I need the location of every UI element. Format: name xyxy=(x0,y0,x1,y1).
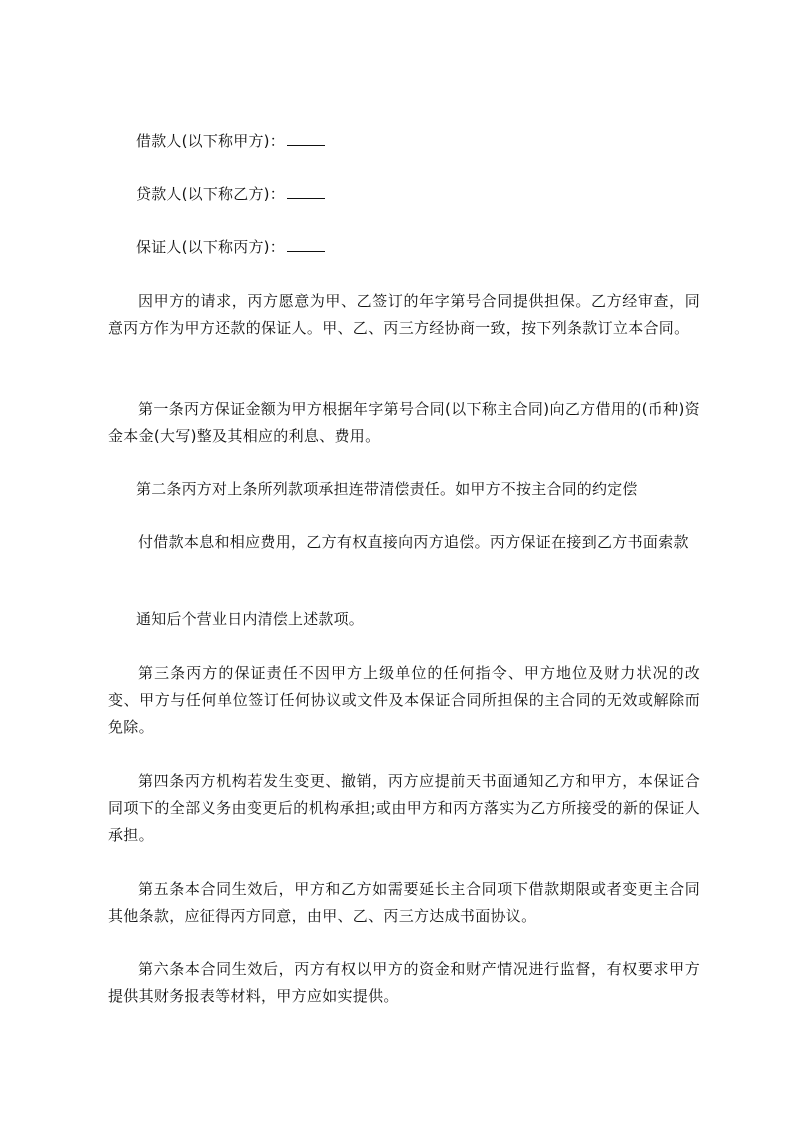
intro-paragraph: 因甲方的请求，丙方愿意为甲、乙签订的年字第号合同提供担保。乙方经审查，同意丙方作为甲方还款的保证人。甲、乙、丙三方经协商一致，按下列条款订立本合同。 xyxy=(108,292,700,337)
article-3: 第三条丙方的保证责任不因甲方上级单位的任何指令、甲方地位及财力状况的改变、甲方与任何单位签订任何协议或文件及本保证合同所担保的主合同的无效或解除而免除。 xyxy=(108,664,700,736)
lender-line xyxy=(136,181,325,208)
guarantor-label: 保证人(以下称丙方)： xyxy=(136,238,285,256)
guarantor-blank xyxy=(287,237,325,252)
article-2-line-2: 付借款本息和相应费用，乙方有权直接向丙方追偿。丙方保证在接到乙方书面索款 xyxy=(138,533,689,551)
guarantor-line xyxy=(136,234,325,261)
article-6: 第六条本合同生效后，丙方有权以甲方的资金和财产情况进行监督，有权要求甲方提供其财务报表等材料，甲方应如实提供。 xyxy=(108,960,700,1005)
borrower-label: 借款人(以下称甲方)： xyxy=(136,132,285,150)
article-2-line-1: 第二条丙方对上条所列款项承担连带清偿责任。如甲方不按主合同的约定偿 xyxy=(136,480,638,498)
article-5: 第五条本合同生效后，甲方和乙方如需要延长主合同项下借款期限或者变更主合同其他条款，应征得丙方同意，由甲、乙、丙三方达成书面协议。 xyxy=(108,880,700,925)
lender-blank xyxy=(287,184,325,199)
borrower-line xyxy=(136,128,325,155)
lender-label: 贷款人(以下称乙方)： xyxy=(136,185,285,203)
article-2-line-3: 通知后个营业日内清偿上述款项。 xyxy=(136,610,365,628)
article-1: 第一条丙方保证金额为甲方根据年字第号合同(以下称主合同)向乙方借用的(币种)资金本金(大写)整及其相应的利息、费用。 xyxy=(108,400,700,445)
borrower-blank xyxy=(287,131,325,146)
article-4: 第四条丙方机构若发生变更、撤销，丙方应提前天书面通知乙方和甲方，本保证合同项下的全部义务由变更后的机构承担;或由甲方和丙方落实为乙方所接受的新的保证人承担。 xyxy=(108,772,700,844)
